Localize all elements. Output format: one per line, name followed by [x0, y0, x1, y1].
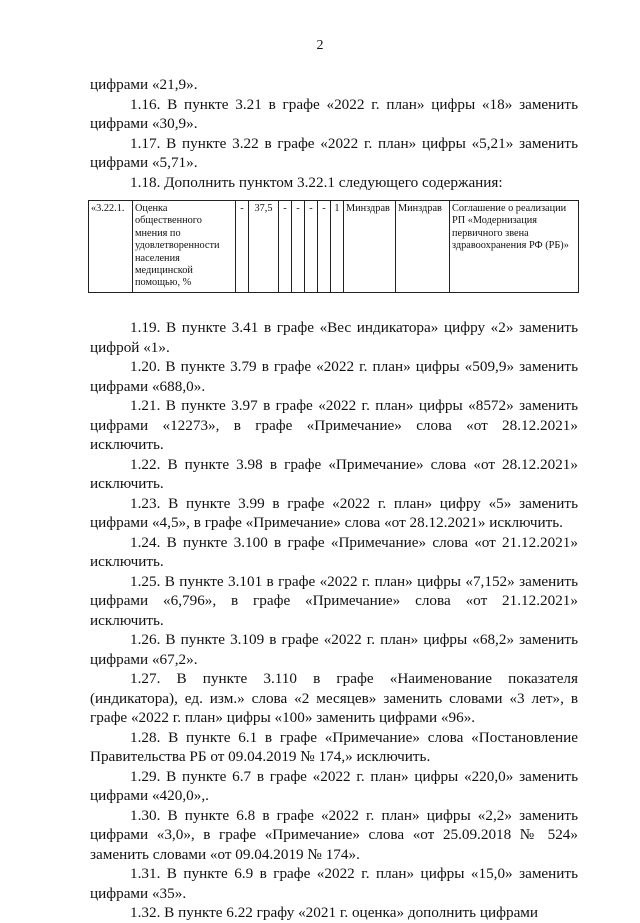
paragraph: 1.26. В пункте 3.109 в графе «2022 г. план» цифры «68,2» заменить цифрами «67,2». — [90, 631, 578, 668]
paragraph: 1.18. Дополнить пунктом 3.22.1 следующего содержания: — [130, 173, 503, 191]
indicator-table — [88, 200, 579, 293]
paragraph: 1.19. В пункте 3.41 в графе «Вес индикатора» цифру «2» заменить цифрой «1». — [90, 319, 578, 356]
bottom-section — [90, 318, 578, 923]
table-cell-weight: 1 — [331, 201, 344, 293]
table-cell: - — [279, 201, 292, 293]
table-cell-number: «3.22.1. — [89, 201, 133, 293]
table-cell: - — [236, 201, 249, 293]
amendment-table — [88, 200, 578, 293]
paragraph: 1.22. В пункте 3.98 в графе «Примечание» слова «от 28.12.2021» исключить. — [90, 455, 578, 492]
table-cell-plan: 37,5 — [249, 201, 279, 293]
paragraph: 1.31. В пункте 6.9 в графе «2022 г. план» цифры «15,0» заменить цифрами «35». — [90, 865, 578, 902]
table-cell-responsible: Минздрав — [344, 201, 396, 293]
table-row — [89, 201, 579, 293]
page-number: 2 — [316, 38, 324, 53]
top-section — [90, 75, 578, 192]
table-cell: - — [292, 201, 305, 293]
paragraph: 1.30. В пункте 6.8 в графе «2022 г. план» цифры «2,2» заменить цифрами «3,0», в графе «Примечание» слова «от 25.09.2018 № 524» заменить словами «от 09.04.2019 № 174». — [90, 806, 578, 863]
table-cell-indicator: Оценка общественного мнения по удовлетворенности населения медицинской помощью, % — [133, 201, 236, 293]
table-cell: - — [305, 201, 318, 293]
paragraph: цифрами «21,9». — [90, 76, 198, 93]
paragraph: 1.29. В пункте 6.7 в графе «2022 г. план» цифры «220,0» заменить цифрами «420,0»,. — [90, 767, 578, 804]
paragraph: 1.28. В пункте 6.1 в графе «Примечание» слова «Постановление Правительства РБ от 09.04.2019 № 174,» исключить. — [90, 728, 578, 765]
paragraph: 1.20. В пункте 3.79 в графе «2022 г. план» цифры «509,9» заменить цифрами «688,0». — [90, 358, 578, 395]
paragraph: 1.27. В пункте 3.110 в графе «Наименование показателя (индикатора), ед. изм.» слова «2 месяцев» заменить словами «3 лет», в графе «2022 г. план» цифры «100» заменить цифрами «96». — [90, 670, 578, 726]
table-cell: - — [318, 201, 331, 293]
paragraph: 1.16. В пункте 3.21 в графе «2022 г. план» цифры «18» заменить цифрами «30,9». — [90, 95, 578, 132]
paragraph: 1.32. В пункте 6.22 графу «2021 г. оценка» дополнить цифрами — [130, 904, 539, 921]
paragraph: 1.17. В пункте 3.22 в графе «2022 г. план» цифры «5,21» заменить цифрами «5,71». — [90, 134, 578, 171]
paragraph: 1.21. В пункте 3.97 в графе «2022 г. план» цифры «8572» заменить цифрами «12273», в графе «Примечание» слова «от 28.12.2021» исключить. — [90, 397, 578, 453]
paragraph: 1.23. В пункте 3.99 в графе «2022 г. план» цифру «5» заменить цифрами «4,5», в графе «Примечание» слова «от 28.12.2021» исключить. — [90, 494, 578, 531]
paragraph: 1.24. В пункте 3.100 в графе «Примечание» слова «от 21.12.2021» исключить. — [90, 533, 578, 570]
table-cell-note: Соглашение о реализации РП «Модернизация первичного звена здравоохранения РФ (РБ)» — [450, 201, 579, 293]
paragraph: 1.25. В пункте 3.101 в графе «2022 г. план» цифры «7,152» заменить цифрами «6,796», в графе «Примечание» слова «от 21.12.2021» исключить. — [90, 572, 578, 629]
table-cell-responsible: Минздрав — [396, 201, 450, 293]
